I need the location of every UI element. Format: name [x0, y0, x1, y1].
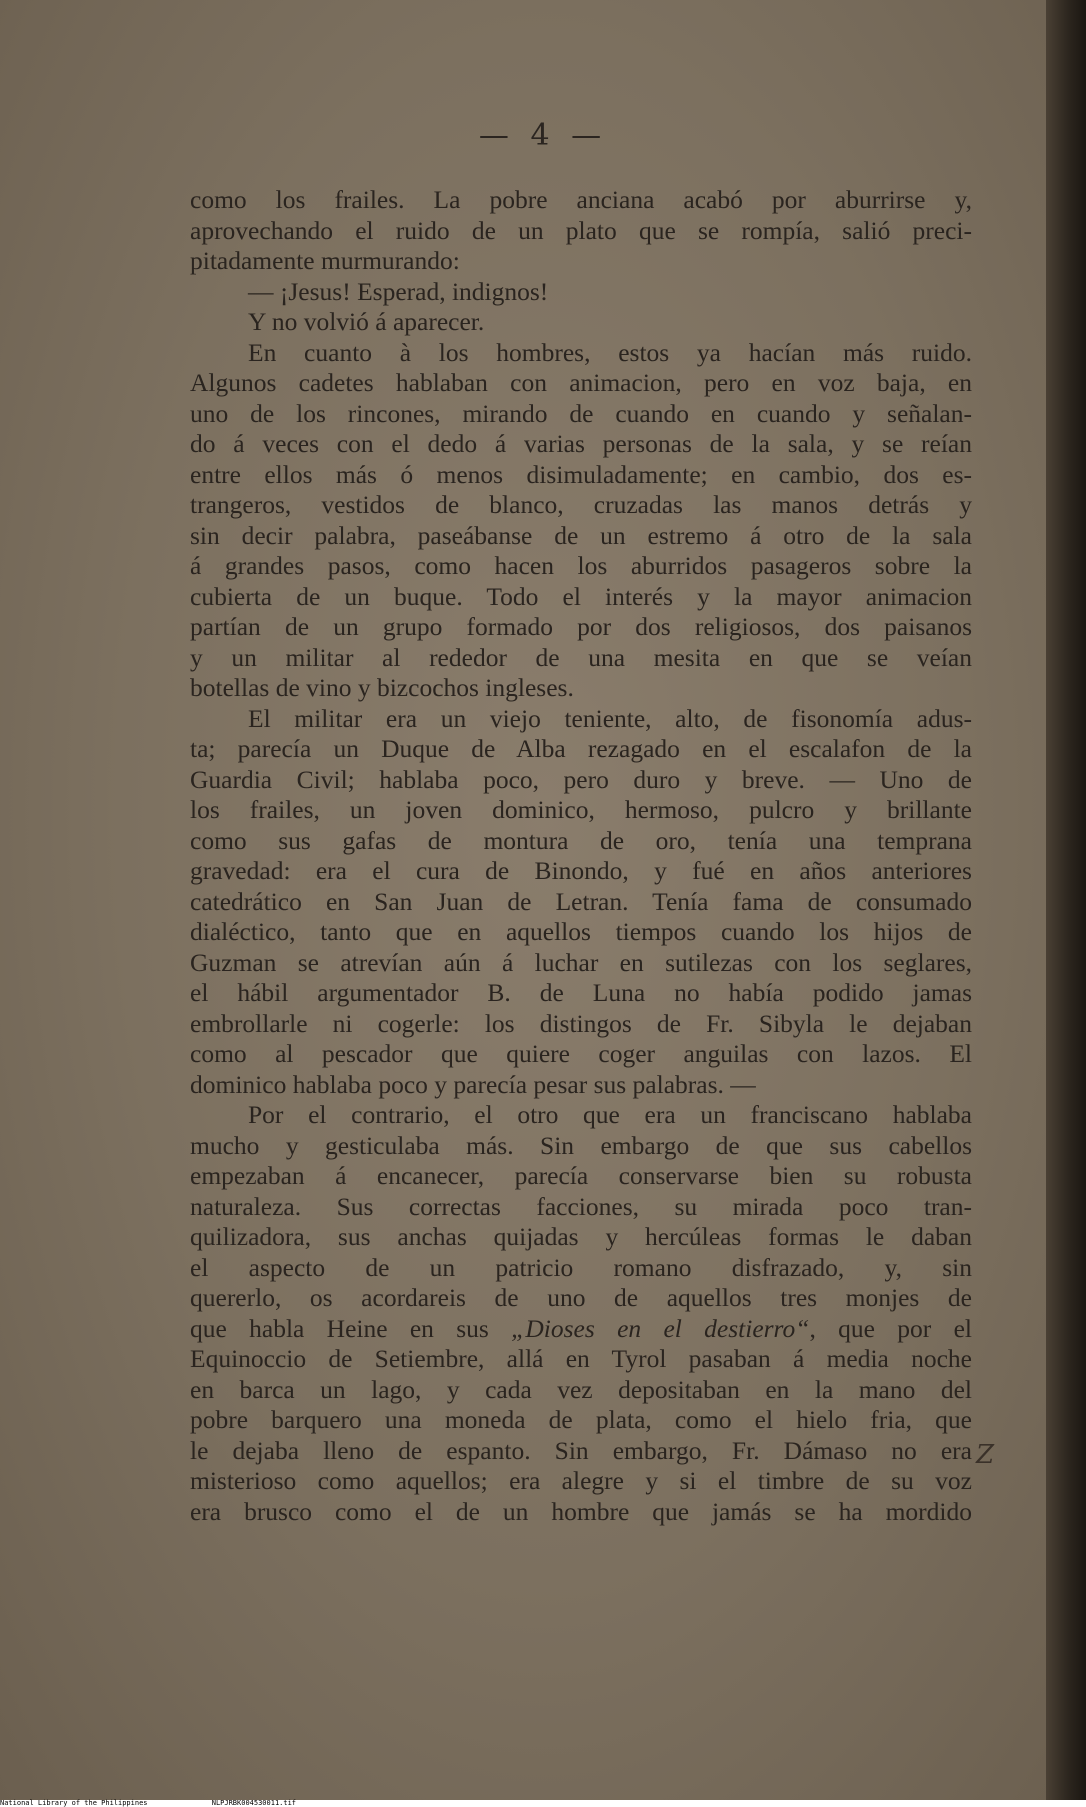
- text-line: Equinoccio de Setiembre, allá en Tyrol pasaban á media noche: [190, 1344, 972, 1373]
- body-text: [190, 185, 972, 1527]
- text-line: embrollarle ni cogerle: los distingos de Fr. Sibyla le dejaban: [190, 1008, 972, 1038]
- text-line: naturaleza. Sus correctas facciones, su mirada poco tran-: [190, 1191, 972, 1221]
- text-line: pitadamente murmurando:: [190, 246, 460, 275]
- footer-library: National Library of the Philippines: [0, 1799, 148, 1807]
- text-line: Y no volvió á aparecer.: [248, 307, 485, 336]
- text-line: trangeros, vestidos de blanco, cruzadas las manos detrás y: [190, 490, 972, 519]
- text-line: Algunos cadetes hablaban con animacion, pero en voz baja, en: [190, 368, 972, 397]
- text-line: — ¡Jesus! Esperad, indignos!: [248, 276, 549, 306]
- book-binding-edge: [1046, 0, 1086, 1800]
- text-line: el aspecto de un patricio romano disfrazado, y, sin: [190, 1252, 972, 1282]
- text-line: era brusco como el de un hombre que jamás se ha mordido: [190, 1496, 972, 1526]
- text-line: do á veces con el dedo á varias personas de la sala, y se reían: [190, 429, 972, 458]
- text-line: que habla Heine en sus „Dioses en el destierro“, que por el: [190, 1313, 972, 1343]
- text-line: como al pescador que quiere coger anguilas con lazos. El: [190, 1039, 972, 1068]
- text-line: á grandes pasos, como hacen los aburridos pasageros sobre la: [190, 551, 972, 580]
- text-line: ta; parecía un Duque de Alba rezagado en el escalafon de la: [190, 734, 972, 763]
- italic-title: „Dioses en el destierro“: [511, 1313, 810, 1343]
- text-line: partían de un grupo formado por dos religiosos, dos paisanos: [190, 612, 972, 641]
- text-line: botellas de vino y bizcochos ingleses.: [190, 673, 574, 702]
- text-line: mucho y gesticulaba más. Sin embargo de que sus cabellos: [190, 1130, 972, 1160]
- text-line: catedrático en San Juan de Letran. Tenía fama de consumado: [190, 886, 972, 916]
- page-number: — 4 —: [478, 118, 608, 153]
- text-line: sin decir palabra, paseábanse de un estremo á otro de la sala: [190, 520, 972, 550]
- text-line: Guzman se atrevían aún á luchar en sutilezas con los seglares,: [190, 947, 972, 977]
- text-line: misterioso como aquellos; era alegre y si el timbre de su voz: [190, 1466, 972, 1495]
- text-line: empezaban á encanecer, parecía conservarse bien su robusta: [190, 1161, 972, 1190]
- text-line: le dejaba lleno de espanto. Sin embargo, Fr. Dámaso no era: [190, 1435, 972, 1465]
- text-line: en barca un lago, y cada vez depositaban en la mano del: [190, 1374, 972, 1404]
- text-line: y un militar al rededor de una mesita en que se veían: [190, 642, 972, 672]
- text-line: Guardia Civil; hablaba poco, pero duro y breve. — Uno de: [190, 764, 972, 794]
- text-line: quererlo, os acordareis de uno de aquellos tres monjes de: [190, 1283, 972, 1312]
- text-line: entre ellos más ó menos disimuladamente; en cambio, dos es-: [190, 459, 972, 489]
- margin-handwritten-mark: Z: [976, 1440, 995, 1470]
- text-line: como los frailes. La pobre anciana acabó por aburrirse y,: [190, 185, 972, 214]
- text-line: pobre barquero una moneda de plata, como el hielo fria, que: [190, 1405, 972, 1434]
- text-line: aprovechando el ruido de un plato que se rompía, salió preci-: [190, 215, 972, 245]
- text-line: dominico hablaba poco y parecía pesar sus palabras. —: [190, 1069, 756, 1099]
- text-line: dialéctico, tanto que en aquellos tiempos cuando los hijos de: [190, 917, 972, 946]
- text-line: uno de los rincones, mirando de cuando en cuando y señalan-: [190, 398, 972, 428]
- scan-footer: [0, 1800, 1086, 1807]
- text-line: El militar era un viejo teniente, alto, de fisonomía adus-: [248, 703, 972, 733]
- text-line: gravedad: era el cura de Binondo, y fué en años anteriores: [190, 856, 972, 885]
- footer-file-id: NLPJRBK004530011.tif: [211, 1799, 297, 1807]
- text-line: Por el contrario, el otro que era un franciscano hablaba: [248, 1100, 972, 1129]
- text-line: el hábil argumentador B. de Luna no había podido jamas: [190, 978, 972, 1007]
- text-line: En cuanto à los hombres, estos ya hacían más ruido.: [248, 337, 972, 367]
- text-line: como sus gafas de montura de oro, tenía una temprana: [190, 825, 972, 855]
- text-line: cubierta de un buque. Todo el interés y la mayor animacion: [190, 581, 972, 611]
- text-line: los frailes, un joven dominico, hermoso, pulcro y brillante: [190, 795, 972, 824]
- text-line: quilizadora, sus anchas quijadas y hercúleas formas le daban: [190, 1222, 972, 1251]
